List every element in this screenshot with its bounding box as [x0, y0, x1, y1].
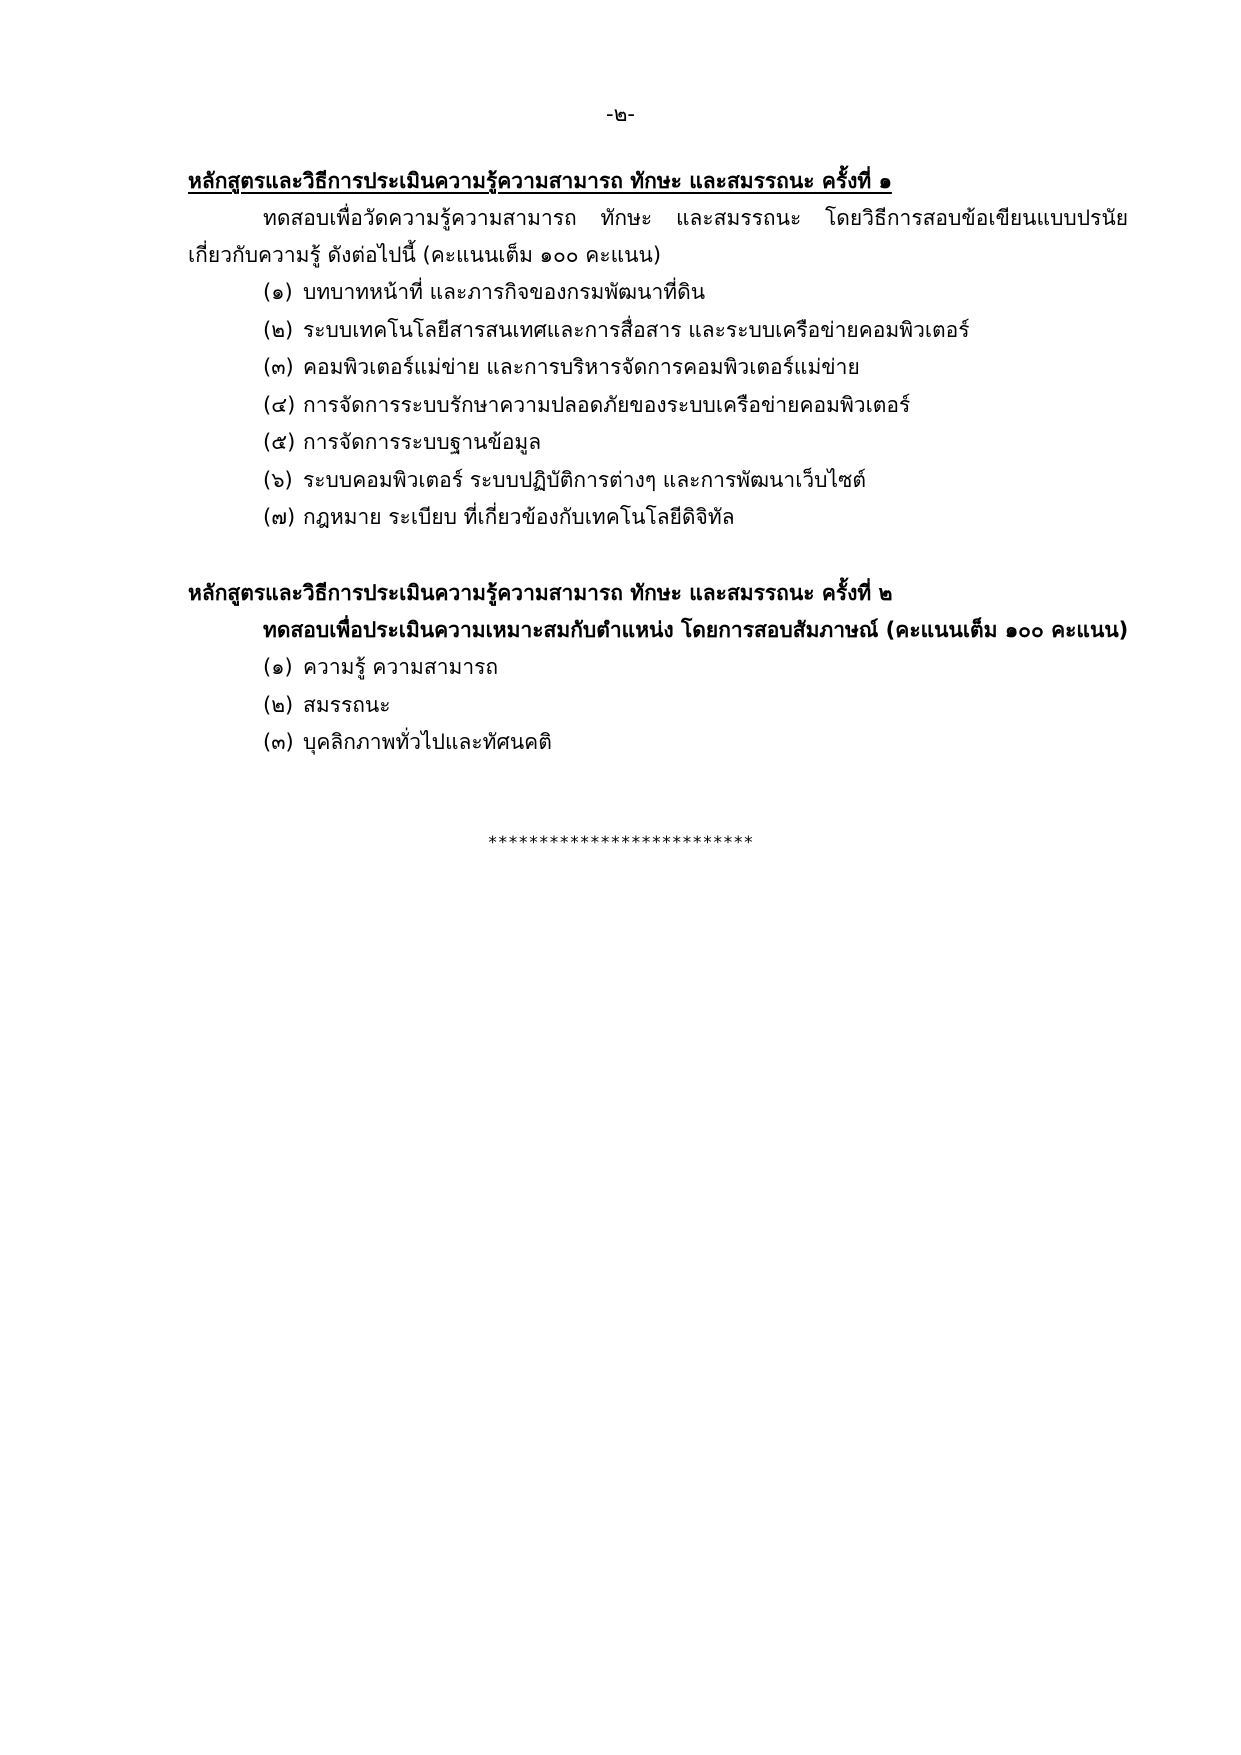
list-item-number: (๗): [263, 505, 296, 529]
section-1-heading: หลักสูตรและวิธีการประเมินความรู้ความสามารถ ทักษะ และสมรรถนะ ครั้งที่ ๑: [188, 169, 892, 193]
list-item-text: ความรู้ ความสามารถ: [303, 655, 499, 679]
end-of-document-mark: **************************: [487, 833, 754, 853]
list-item-number: (๕): [263, 430, 296, 454]
section-2-topic-list: [188, 649, 1128, 762]
list-item-number: (๑): [263, 280, 293, 304]
list-item: [188, 649, 1128, 687]
list-item-number: (๒): [263, 692, 294, 717]
section-2-heading: หลักสูตรและวิธีการประเมินความรู้ความสามารถ ทักษะ และสมรรถนะ ครั้งที่ ๒: [188, 581, 893, 605]
list-item-number: (๓): [263, 355, 294, 379]
list-item: [188, 274, 1128, 312]
list-item: [188, 349, 1128, 387]
list-item-text: ระบบคอมพิวเตอร์ ระบบปฏิบัติการต่างๆ และการพัฒนาเว็บไซต์: [303, 467, 866, 492]
list-item-number: (๓): [263, 730, 294, 754]
list-item: [188, 312, 1128, 350]
section-1-intro-line-1: ทดสอบเพื่อวัดความรู้ความสามารถ ทักษะ และสมรรถนะ โดยวิธีการสอบข้อเขียนแบบปรนัย: [263, 206, 1128, 230]
list-item: [188, 387, 1128, 425]
list-item: [188, 724, 1128, 762]
list-item-text: การจัดการระบบรักษาความปลอดภัยของระบบเครือข่ายคอมพิวเตอร์: [303, 392, 911, 417]
list-item-text: ระบบเทคโนโลยีสารสนเทศและการสื่อสาร และระบบเครือข่ายคอมพิวเตอร์: [303, 317, 970, 342]
list-item: [188, 687, 1128, 725]
section-exam-2: [188, 575, 1128, 762]
list-item-number: (๑): [263, 655, 293, 679]
list-item-number: (๒): [263, 317, 294, 342]
section-2-intro: ทดสอบเพื่อประเมินความเหมาะสมกับตำแหน่ง โดยการสอบสัมภาษณ์ (คะแนนเต็ม ๑๐๐ คะแนน): [263, 618, 1129, 642]
list-item: [188, 499, 1128, 537]
list-item-text: คอมพิวเตอร์แม่ข่าย และการบริหารจัดการคอมพิวเตอร์แม่ข่าย: [303, 355, 860, 379]
page-number: -๒-: [606, 102, 635, 126]
section-1-intro-line-2: เกี่ยวกับความรู้ ดังต่อไปนี้ (คะแนนเต็ม ๑๐๐ คะแนน): [188, 243, 662, 267]
list-item-number: (๖): [263, 467, 293, 492]
list-item-text: สมรรถนะ: [303, 692, 391, 717]
section-1-topic-list: [188, 274, 1128, 537]
list-item-text: บทบาทหน้าที่ และภารกิจของกรมพัฒนาที่ดิน: [303, 280, 706, 304]
list-item-number: (๔): [263, 392, 296, 417]
list-item-text: กฎหมาย ระเบียบ ที่เกี่ยวข้องกับเทคโนโลยีดิจิทัล: [303, 505, 735, 529]
list-item-text: การจัดการระบบฐานข้อมูล: [303, 430, 542, 454]
section-exam-1: [188, 163, 1128, 537]
list-item: [188, 424, 1128, 462]
list-item: [188, 462, 1128, 500]
list-item-text: บุคลิกภาพทั่วไปและทัศนคติ: [303, 730, 552, 754]
